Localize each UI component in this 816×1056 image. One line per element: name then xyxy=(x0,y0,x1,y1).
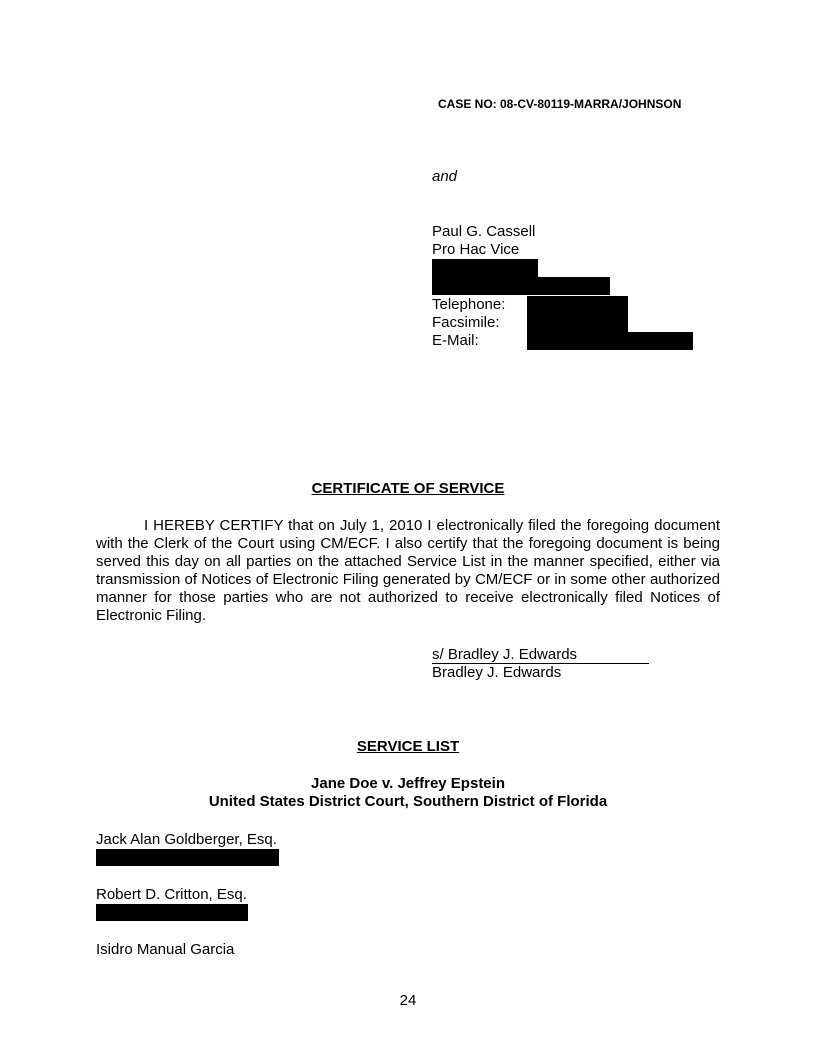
page-number: 24 xyxy=(399,992,417,1009)
case-title: Jane Doe v. Jeffrey Epstein xyxy=(311,775,505,792)
counsel-name: Paul G. Cassell xyxy=(432,223,536,240)
redacted-telephone xyxy=(527,296,628,314)
certificate-heading: CERTIFICATE OF SERVICE xyxy=(311,480,505,497)
redacted-party-address xyxy=(96,849,279,866)
party-name: Robert D. Critton, Esq. xyxy=(96,886,247,903)
service-list-heading: SERVICE LIST xyxy=(356,738,460,755)
redacted-email xyxy=(527,332,693,350)
redacted-address-line-1 xyxy=(432,259,538,277)
certificate-body: I HEREBY CERTIFY that on July 1, 2010 I electronically filed the foregoing document with the Clerk of the Court using CM/ECF. I also certify that the foregoing document is being served this day on all parties on the attached Service List in the manner specified, either via transmission of Notices of Electronic Filing generated by CM/ECF or in some other authorized manner for those parties who are not authorized to receive electronically filed Notices of Electronic Filing. xyxy=(96,517,720,624)
redacted-party-address xyxy=(96,904,248,921)
facsimile-label: Facsimile: xyxy=(432,314,500,331)
signature-block xyxy=(432,646,649,664)
telephone-label: Telephone: xyxy=(432,296,506,313)
party-name: Isidro Manual Garcia xyxy=(96,941,235,958)
court-name: United States District Court, Southern District of Florida xyxy=(208,793,608,810)
redacted-facsimile xyxy=(527,314,628,332)
signer-name: Bradley J. Edwards xyxy=(432,664,562,681)
party-name: Jack Alan Goldberger, Esq. xyxy=(96,831,277,848)
counsel-title: Pro Hac Vice xyxy=(432,241,520,258)
redacted-address-line-2 xyxy=(432,277,610,295)
email-label: E-Mail: xyxy=(432,332,479,349)
conjunction-and: and xyxy=(432,168,458,185)
signature-line: s/ Bradley J. Edwards xyxy=(432,646,649,664)
case-number: CASE NO: 08-CV-80119-MARRA/JOHNSON xyxy=(438,97,682,111)
